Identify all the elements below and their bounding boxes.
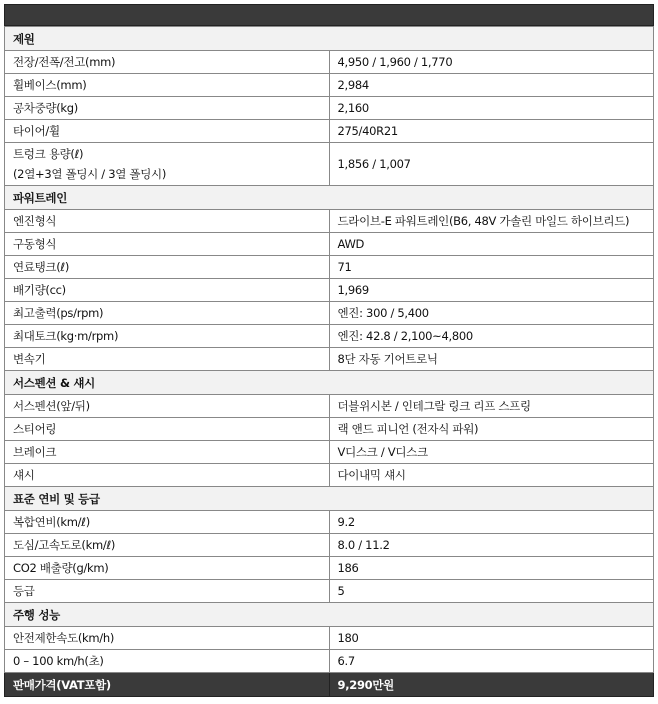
spec-value: 2,984	[329, 74, 654, 97]
spec-value: 더블위시본 / 인테그랄 링크 리프 스프링	[329, 395, 654, 418]
spec-value: 2,160	[329, 97, 654, 120]
spec-label: 서스펜션(앞/뒤)	[5, 395, 330, 418]
spec-sheet	[4, 4, 654, 697]
section-title: 주행 성능	[5, 603, 654, 627]
spec-label: 전장/전폭/전고(mm)	[5, 51, 330, 74]
spec-value: 8단 자동 기어트로닉	[329, 348, 654, 371]
spec-row	[5, 650, 654, 673]
section-header	[5, 27, 654, 51]
spec-value: 다이내믹 섀시	[329, 464, 654, 487]
spec-row	[5, 51, 654, 74]
spec-label: 도심/고속도로(km/ℓ)	[5, 534, 330, 557]
spec-value: 8.0 / 11.2	[329, 534, 654, 557]
spec-value: V디스크 / V디스크	[329, 441, 654, 464]
header-bar	[4, 4, 654, 26]
section-title: 제원	[5, 27, 654, 51]
spec-label: 변속기	[5, 348, 330, 371]
spec-row	[5, 74, 654, 97]
spec-label: CO2 배출량(g/km)	[5, 557, 330, 580]
spec-label: 0 – 100 km/h(초)	[5, 650, 330, 673]
price-row	[5, 673, 654, 697]
spec-row	[5, 210, 654, 233]
spec-value: 엔진: 42.8 / 2,100~4,800	[329, 325, 654, 348]
spec-value: 186	[329, 557, 654, 580]
spec-value: 6.7	[329, 650, 654, 673]
section-header	[5, 186, 654, 210]
spec-row-trunk	[5, 143, 654, 186]
spec-value: AWD	[329, 233, 654, 256]
spec-label-trunk	[5, 143, 330, 186]
spec-row	[5, 256, 654, 279]
section-title: 파워트레인	[5, 186, 654, 210]
spec-value: 180	[329, 627, 654, 650]
spec-value: 랙 앤드 피니언 (전자식 파워)	[329, 418, 654, 441]
price-label: 판매가격(VAT포함)	[5, 673, 330, 697]
section-title: 서스펜션 & 섀시	[5, 371, 654, 395]
spec-label: 휠베이스(mm)	[5, 74, 330, 97]
spec-label: 타이어/휠	[5, 120, 330, 143]
spec-value: 엔진: 300 / 5,400	[329, 302, 654, 325]
spec-row	[5, 464, 654, 487]
spec-label: 공차중량(kg)	[5, 97, 330, 120]
spec-value: 9.2	[329, 511, 654, 534]
section-header	[5, 603, 654, 627]
spec-row	[5, 348, 654, 371]
spec-row	[5, 580, 654, 603]
spec-table	[4, 26, 654, 697]
section-header	[5, 371, 654, 395]
spec-row	[5, 395, 654, 418]
price-value: 9,290만원	[329, 673, 654, 697]
spec-row	[5, 97, 654, 120]
spec-row	[5, 120, 654, 143]
section-header	[5, 487, 654, 511]
spec-label: 복합연비(km/ℓ)	[5, 511, 330, 534]
spec-row	[5, 302, 654, 325]
spec-row	[5, 441, 654, 464]
spec-value: 5	[329, 580, 654, 603]
spec-label: 최대토크(kg·m/rpm)	[5, 325, 330, 348]
spec-label: 스티어링	[5, 418, 330, 441]
spec-row	[5, 418, 654, 441]
spec-label: 등급	[5, 580, 330, 603]
trunk-label-line1: 트렁크 용량(ℓ)	[13, 147, 84, 161]
spec-label: 연료탱크(ℓ)	[5, 256, 330, 279]
spec-value: 1,856 / 1,007	[329, 143, 654, 186]
spec-row	[5, 325, 654, 348]
spec-label: 최고출력(ps/rpm)	[5, 302, 330, 325]
spec-value: 71	[329, 256, 654, 279]
spec-value: 1,969	[329, 279, 654, 302]
spec-row	[5, 557, 654, 580]
spec-label: 구동형식	[5, 233, 330, 256]
spec-label: 섀시	[5, 464, 330, 487]
spec-value: 4,950 / 1,960 / 1,770	[329, 51, 654, 74]
spec-row	[5, 279, 654, 302]
spec-row	[5, 627, 654, 650]
spec-row	[5, 233, 654, 256]
spec-row	[5, 511, 654, 534]
trunk-label-line2: (2열+3열 폴딩시 / 3열 폴딩시)	[13, 167, 167, 181]
spec-label: 브레이크	[5, 441, 330, 464]
spec-row	[5, 534, 654, 557]
spec-value: 275/40R21	[329, 120, 654, 143]
section-title: 표준 연비 및 등급	[5, 487, 654, 511]
spec-label: 안전제한속도(km/h)	[5, 627, 330, 650]
spec-value: 드라이브-E 파워트레인(B6, 48V 가솔린 마일드 하이브리드)	[329, 210, 654, 233]
spec-label: 엔진형식	[5, 210, 330, 233]
spec-label: 배기량(cc)	[5, 279, 330, 302]
